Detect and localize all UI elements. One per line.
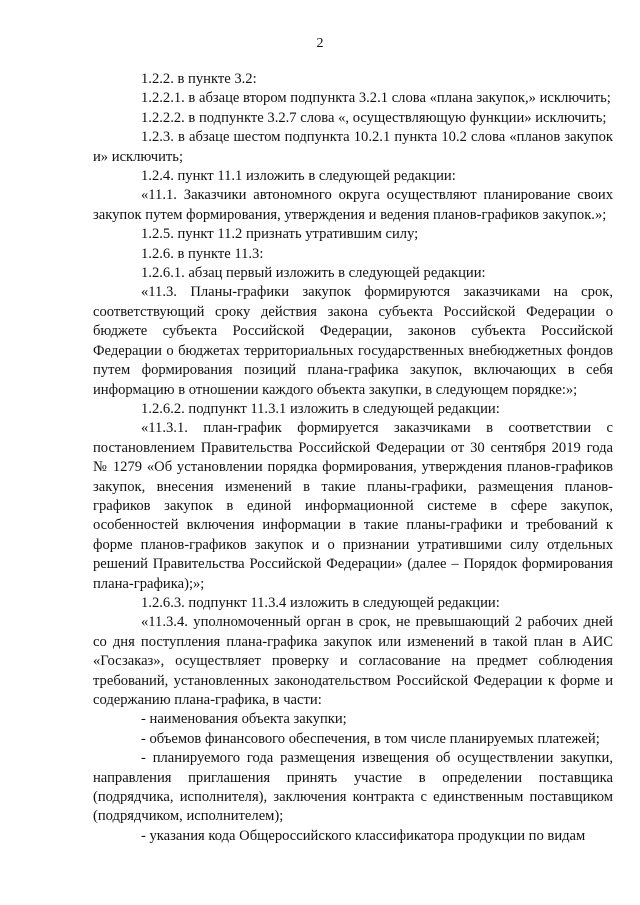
paragraph-1-2-2-1: 1.2.2.1. в абзаце втором подпункта 3.2.1 слова «плана закупок,» исключить; [141, 90, 611, 107]
list-item-planned-year: - планируемого года размещения извещения об осуществлении закупки, направления приглашения принять участие в определении поставщика (подрядчика, исполнителя), заключения контракта с единственным поставщиком (подрядчиком, исполнителем); [93, 750, 613, 825]
paragraph-1-2-4: 1.2.4. пункт 11.1 изложить в следующей редакции: [141, 168, 456, 185]
paragraph-11-3-1-text: «11.3.1. план-график формируется заказчиками в соответствии с постановлением Правительства Российской Федерации от 30 сентября 2019 года № 1279 «Об установлении порядка формирования, утверждения планов-графиков закупок, внесения изменений в такие планы-графики, размещения планов-графиков закупок в единой информационной системе в сфере закупок, особенностей включения информации в такие планы-графики и требований к форме планов-графиков закупок и о признании утратившими силу отдельных решений Правительства Российской Федерации» (далее – Порядок формирования плана-графика);»; [93, 420, 613, 592]
paragraph-1-2-6-1: 1.2.6.1. абзац первый изложить в следующей редакции: [141, 265, 486, 282]
paragraph-11-3-text: «11.3. Планы-графики закупок формируются заказчиками на срок, соответствующий сроку действия закона субъекта Российской Федерации о бюджете субъекта Российской Федерации, законов субъекта Российской Федерации о бюджетах территориальных государственных внебюджетных фондов путем формирования позиций плана-графика закупок, включающих в себя информацию в отношении каждого объекта закупки, в следующем порядке:»; [93, 284, 613, 398]
paragraph-1-2-2-2: 1.2.2.2. в подпункте 3.2.7 слова «, осуществляющую функции» исключить; [141, 109, 607, 126]
paragraph-11-3-4-text: «11.3.4. уполномоченный орган в срок, не превышающий 2 рабочих дней со дня поступления плана-графика закупок или изменений в такой план в АИС «Госзаказ», осуществляет проверку и согласование на предмет соблюдения требований, установленных законодательством Российской Федерации к форме и содержанию плана-графика, в части: [93, 614, 613, 708]
paragraph-1-2-5: 1.2.5. пункт 11.2 признать утратившим силу; [141, 226, 419, 243]
list-item-object-name: - наименования объекта закупки; [141, 711, 347, 728]
paragraph-1-2-3: 1.2.3. в абзаце шестом подпункта 10.2.1 пункта 10.2 слова «планов закупок и» исключить; [93, 129, 613, 165]
paragraph-1-2-6-3: 1.2.6.3. подпункт 11.3.4 изложить в следующей редакции: [141, 594, 500, 611]
page-number: 2 [316, 36, 324, 51]
paragraph-11-1-text: «11.1. Заказчики автономного округа осуществляют планирование своих закупок путем формирования, утверждения и ведения планов-графиков закупок.»; [93, 187, 613, 223]
list-item-financing: - объемов финансового обеспечения, в том числе планируемых платежей; [141, 730, 600, 747]
paragraph-1-2-2: 1.2.2. в пункте 3.2: [141, 71, 257, 87]
list-item-classifier-code: - указания кода Общероссийского классификатора продукции по видам [141, 827, 586, 844]
paragraph-1-2-6: 1.2.6. в пункте 11.3: [141, 245, 264, 262]
paragraph-1-2-6-2: 1.2.6.2. подпункт 11.3.1 изложить в следующей редакции: [141, 400, 500, 417]
document-body [93, 70, 613, 846]
